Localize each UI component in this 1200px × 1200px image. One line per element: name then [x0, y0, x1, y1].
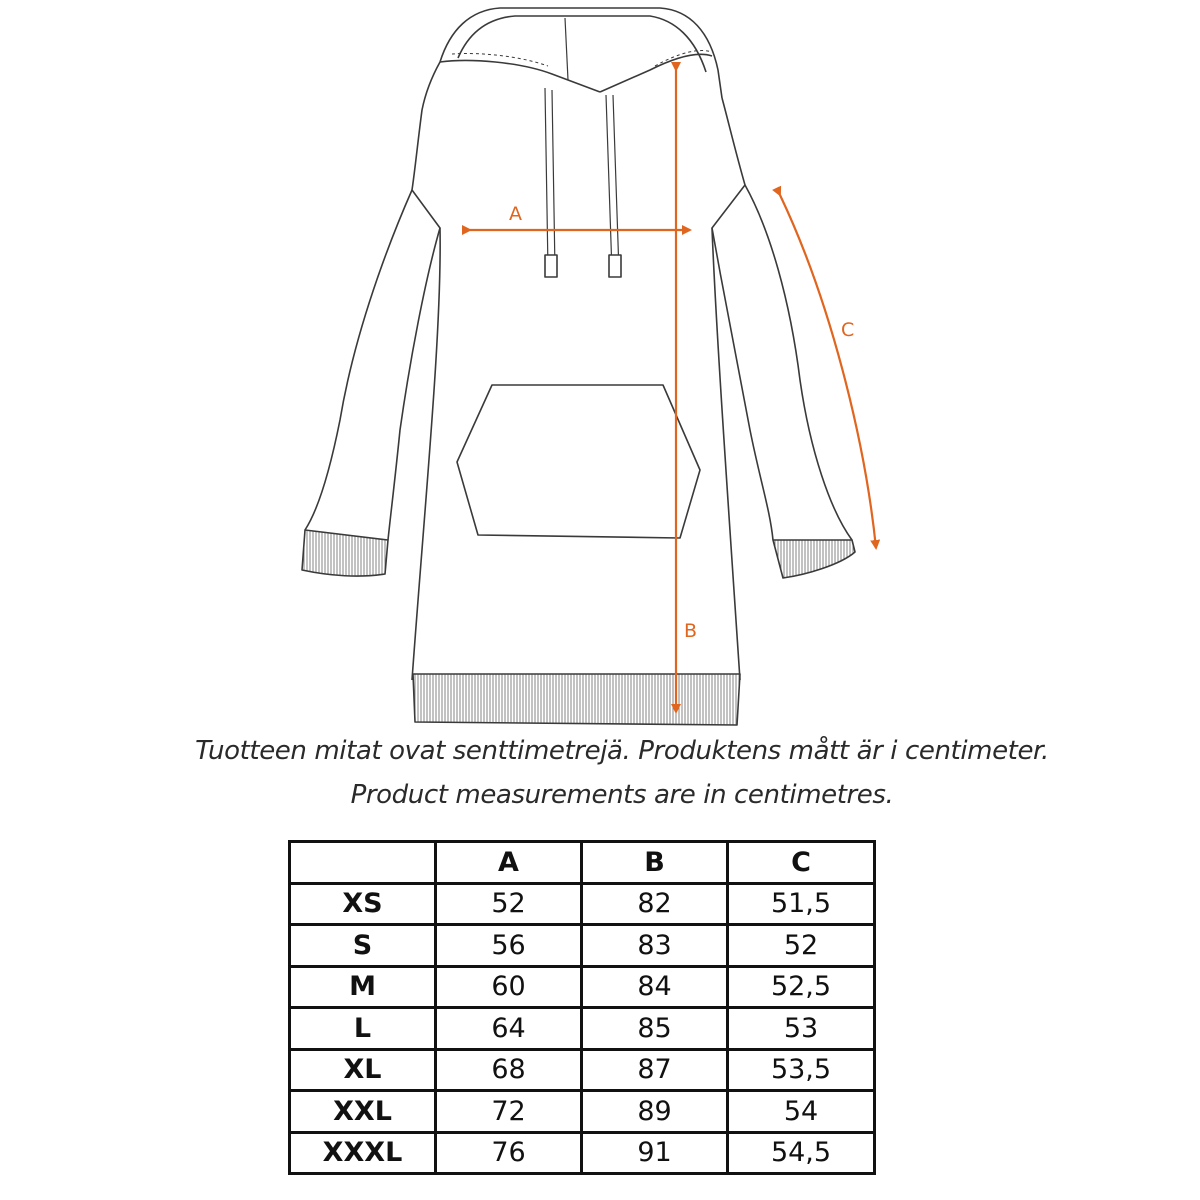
measurement-note-en: Product measurements are in centimetres. [350, 780, 894, 810]
measure-c-label: C [841, 319, 855, 341]
value-a: 56 [436, 925, 582, 967]
body-left [412, 62, 440, 680]
size-chart-table [288, 840, 876, 1175]
value-b: 89 [582, 1091, 728, 1133]
header-corner [290, 842, 436, 884]
value-c: 53 [728, 1008, 875, 1050]
table-row [290, 1008, 875, 1050]
measurement-lines [470, 70, 876, 712]
hood-seam [565, 18, 568, 80]
drawstring-tip-right [609, 255, 621, 277]
drawstring-left [545, 88, 555, 270]
value-a: 76 [436, 1132, 582, 1174]
table-row [290, 1091, 875, 1133]
size-cell: XL [290, 1049, 436, 1091]
value-a: 52 [436, 883, 582, 925]
hood-inner [458, 16, 706, 72]
value-c: 54,5 [728, 1132, 875, 1174]
table-row [290, 1049, 875, 1091]
drawstring-tip-left [545, 255, 557, 277]
value-a: 68 [436, 1049, 582, 1091]
value-a: 72 [436, 1091, 582, 1133]
header-c: C [728, 842, 875, 884]
value-c: 53,5 [728, 1049, 875, 1091]
measurement-note-fi-sv: Tuotteen mitat ovat senttimetrejä. Produktens mått är i centimeter. [195, 736, 1049, 766]
table-header-row [290, 842, 875, 884]
hood-rim-left [440, 61, 600, 93]
size-cell: XXXL [290, 1132, 436, 1174]
size-cell: M [290, 966, 436, 1008]
measure-a-label: A [509, 203, 522, 225]
value-c: 52,5 [728, 966, 875, 1008]
hem-band [413, 674, 740, 725]
table-row [290, 883, 875, 925]
garment-outline [302, 8, 855, 725]
cuff-left [302, 530, 388, 576]
value-b: 87 [582, 1049, 728, 1091]
table-row [290, 1132, 875, 1174]
table-row [290, 966, 875, 1008]
value-a: 60 [436, 966, 582, 1008]
size-cell: S [290, 925, 436, 967]
size-cell: XS [290, 883, 436, 925]
sleeve-left-inner [388, 228, 440, 540]
body-right [712, 98, 745, 680]
header-b: B [582, 842, 728, 884]
value-b: 82 [582, 883, 728, 925]
kangaroo-pocket [457, 385, 700, 538]
hood-rim-right [600, 54, 712, 92]
cuff-right [773, 540, 855, 578]
value-b: 83 [582, 925, 728, 967]
value-b: 91 [582, 1132, 728, 1174]
value-b: 85 [582, 1008, 728, 1050]
value-a: 64 [436, 1008, 582, 1050]
size-cell: L [290, 1008, 436, 1050]
value-b: 84 [582, 966, 728, 1008]
sleeve-left-outer [305, 190, 412, 530]
header-a: A [436, 842, 582, 884]
value-c: 52 [728, 925, 875, 967]
value-c: 51,5 [728, 883, 875, 925]
measure-b-label: B [684, 620, 698, 642]
value-c: 54 [728, 1091, 875, 1133]
size-cell: XXL [290, 1091, 436, 1133]
table-row [290, 925, 875, 967]
drawstring-right [606, 95, 619, 272]
